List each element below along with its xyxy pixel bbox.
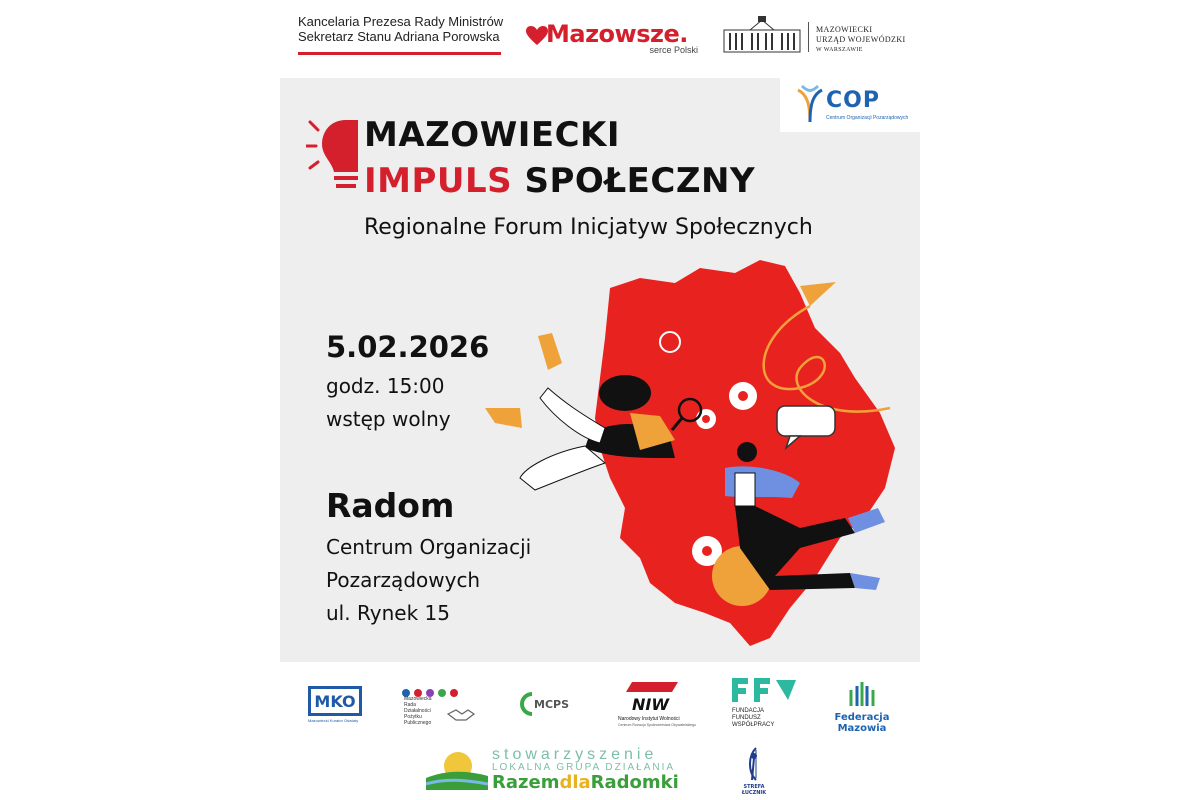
mcps-logo: [518, 688, 578, 718]
strefa-text: [734, 784, 774, 796]
header-logos: [0, 0, 1200, 78]
mazowsze-sub: serce Polski: [649, 45, 698, 55]
sun-landscape-icon: [426, 748, 488, 790]
event-city: Radom: [326, 486, 455, 525]
mrdpp-line: Działalności: [404, 708, 431, 714]
lgd-line2: LOKALNA GRUPA DZIAŁANIA: [492, 762, 676, 773]
ffw-emblem-icon: [730, 676, 798, 704]
partner-logos: [0, 662, 1200, 800]
federacja-mazowia-logo: [834, 680, 890, 738]
muw-logo: [722, 16, 912, 56]
title-spoleczny: SPOŁECZNY: [524, 161, 756, 201]
niw-emblem-icon: [622, 678, 682, 714]
cop-emblem-icon: [794, 84, 826, 124]
event-date: 5.02.2026: [326, 330, 490, 364]
ffw-text: [732, 708, 774, 729]
strefa-line1: STREFA: [743, 784, 765, 790]
strefa-lucznik-logo: [734, 746, 774, 796]
event-street: ul. Rynek 15: [326, 601, 450, 625]
mko-logo: [308, 686, 366, 726]
title-line1: MAZOWIECKI: [364, 115, 621, 155]
cop-word: COP: [826, 88, 880, 113]
fedm-text: [834, 712, 890, 734]
mrdpp-line: Rada: [404, 702, 416, 708]
event-subtitle: Regionalne Forum Inicjatyw Społecznych: [364, 215, 813, 240]
niw-logo: [616, 678, 697, 732]
lgd-name: [492, 772, 679, 793]
title-line2: [364, 158, 755, 204]
muw-line3: W WARSZAWIE: [816, 47, 863, 53]
event-time: godz. 15:00: [326, 374, 445, 398]
mrdpp-line: Publicznego: [404, 720, 432, 726]
fedm-line1: Federacja: [834, 712, 890, 723]
fedm-line2: Mazowia: [837, 723, 887, 734]
strefa-line2: ŁUCZNIK: [741, 790, 767, 796]
ffw-line: FUNDACJA: [732, 708, 765, 714]
lgd-razem: Razem: [492, 772, 560, 793]
kprm-line1: Kancelaria Prezesa Rady Ministrów: [298, 14, 504, 29]
lightbulb-icon: [306, 116, 362, 196]
lgd-dla: dla: [559, 772, 591, 793]
mcps-word: MCPS: [534, 698, 570, 711]
handshake-icon: [446, 706, 476, 722]
ffw-line: WSPÓŁPRACY: [732, 722, 775, 728]
mrdpp-text: [404, 696, 432, 726]
lgd-radomki: Radomki: [590, 772, 679, 793]
event-venue-line2: Pozarządowych: [326, 568, 481, 592]
mazowsze-word: Mazowsze.: [546, 20, 688, 48]
muw-text: [816, 25, 906, 55]
kprm-line2: Sekretarz Stanu Adriana Porowska: [298, 29, 500, 44]
muw-line2: URZĄD WOJEWÓDZKI: [816, 35, 906, 44]
heart-icon: [526, 26, 548, 46]
mazowsze-logo: [528, 20, 698, 55]
cop-logo: [780, 78, 920, 132]
niw-line2: Centrum Rozwoju Społeczeństwa Obywatelskiego: [618, 723, 697, 727]
mrdpp-logo: [402, 682, 482, 730]
event-entry: wstęp wolny: [326, 407, 451, 431]
mko-mark: MKO: [308, 686, 362, 716]
kprm-red-bar: [298, 52, 501, 55]
archer-icon: [734, 746, 774, 784]
niw-line1: Narodowy Instytut Wolności: [618, 716, 680, 722]
lgd-razem-dla-radomki-logo: [426, 744, 696, 794]
event-venue-line1: Centrum Organizacji: [326, 535, 532, 559]
mcps-emblem-icon: [518, 692, 534, 716]
palace-icon: [722, 16, 802, 54]
event-title: [364, 112, 755, 204]
ffw-logo: [730, 676, 802, 734]
kprm-logo: [298, 14, 503, 55]
niw-word: NIW: [632, 695, 669, 714]
ffw-line: FUNDUSZ: [732, 715, 761, 721]
event-poster: [280, 78, 920, 662]
mko-sub: Mazowiecki Kurator Oświaty: [308, 718, 359, 723]
lgd-line1: stowarzyszenie: [492, 746, 658, 763]
mrdpp-line: Pożytku: [404, 714, 422, 720]
muw-separator: [808, 22, 809, 52]
mrdpp-line: Mazowiecka: [404, 696, 432, 702]
cop-sub: Centrum Organizacji Pozarządowych: [826, 115, 909, 121]
fedm-emblem-icon: [847, 680, 877, 710]
muw-line1: MAZOWIECKI: [816, 25, 873, 34]
title-impuls: IMPULS: [364, 161, 513, 201]
